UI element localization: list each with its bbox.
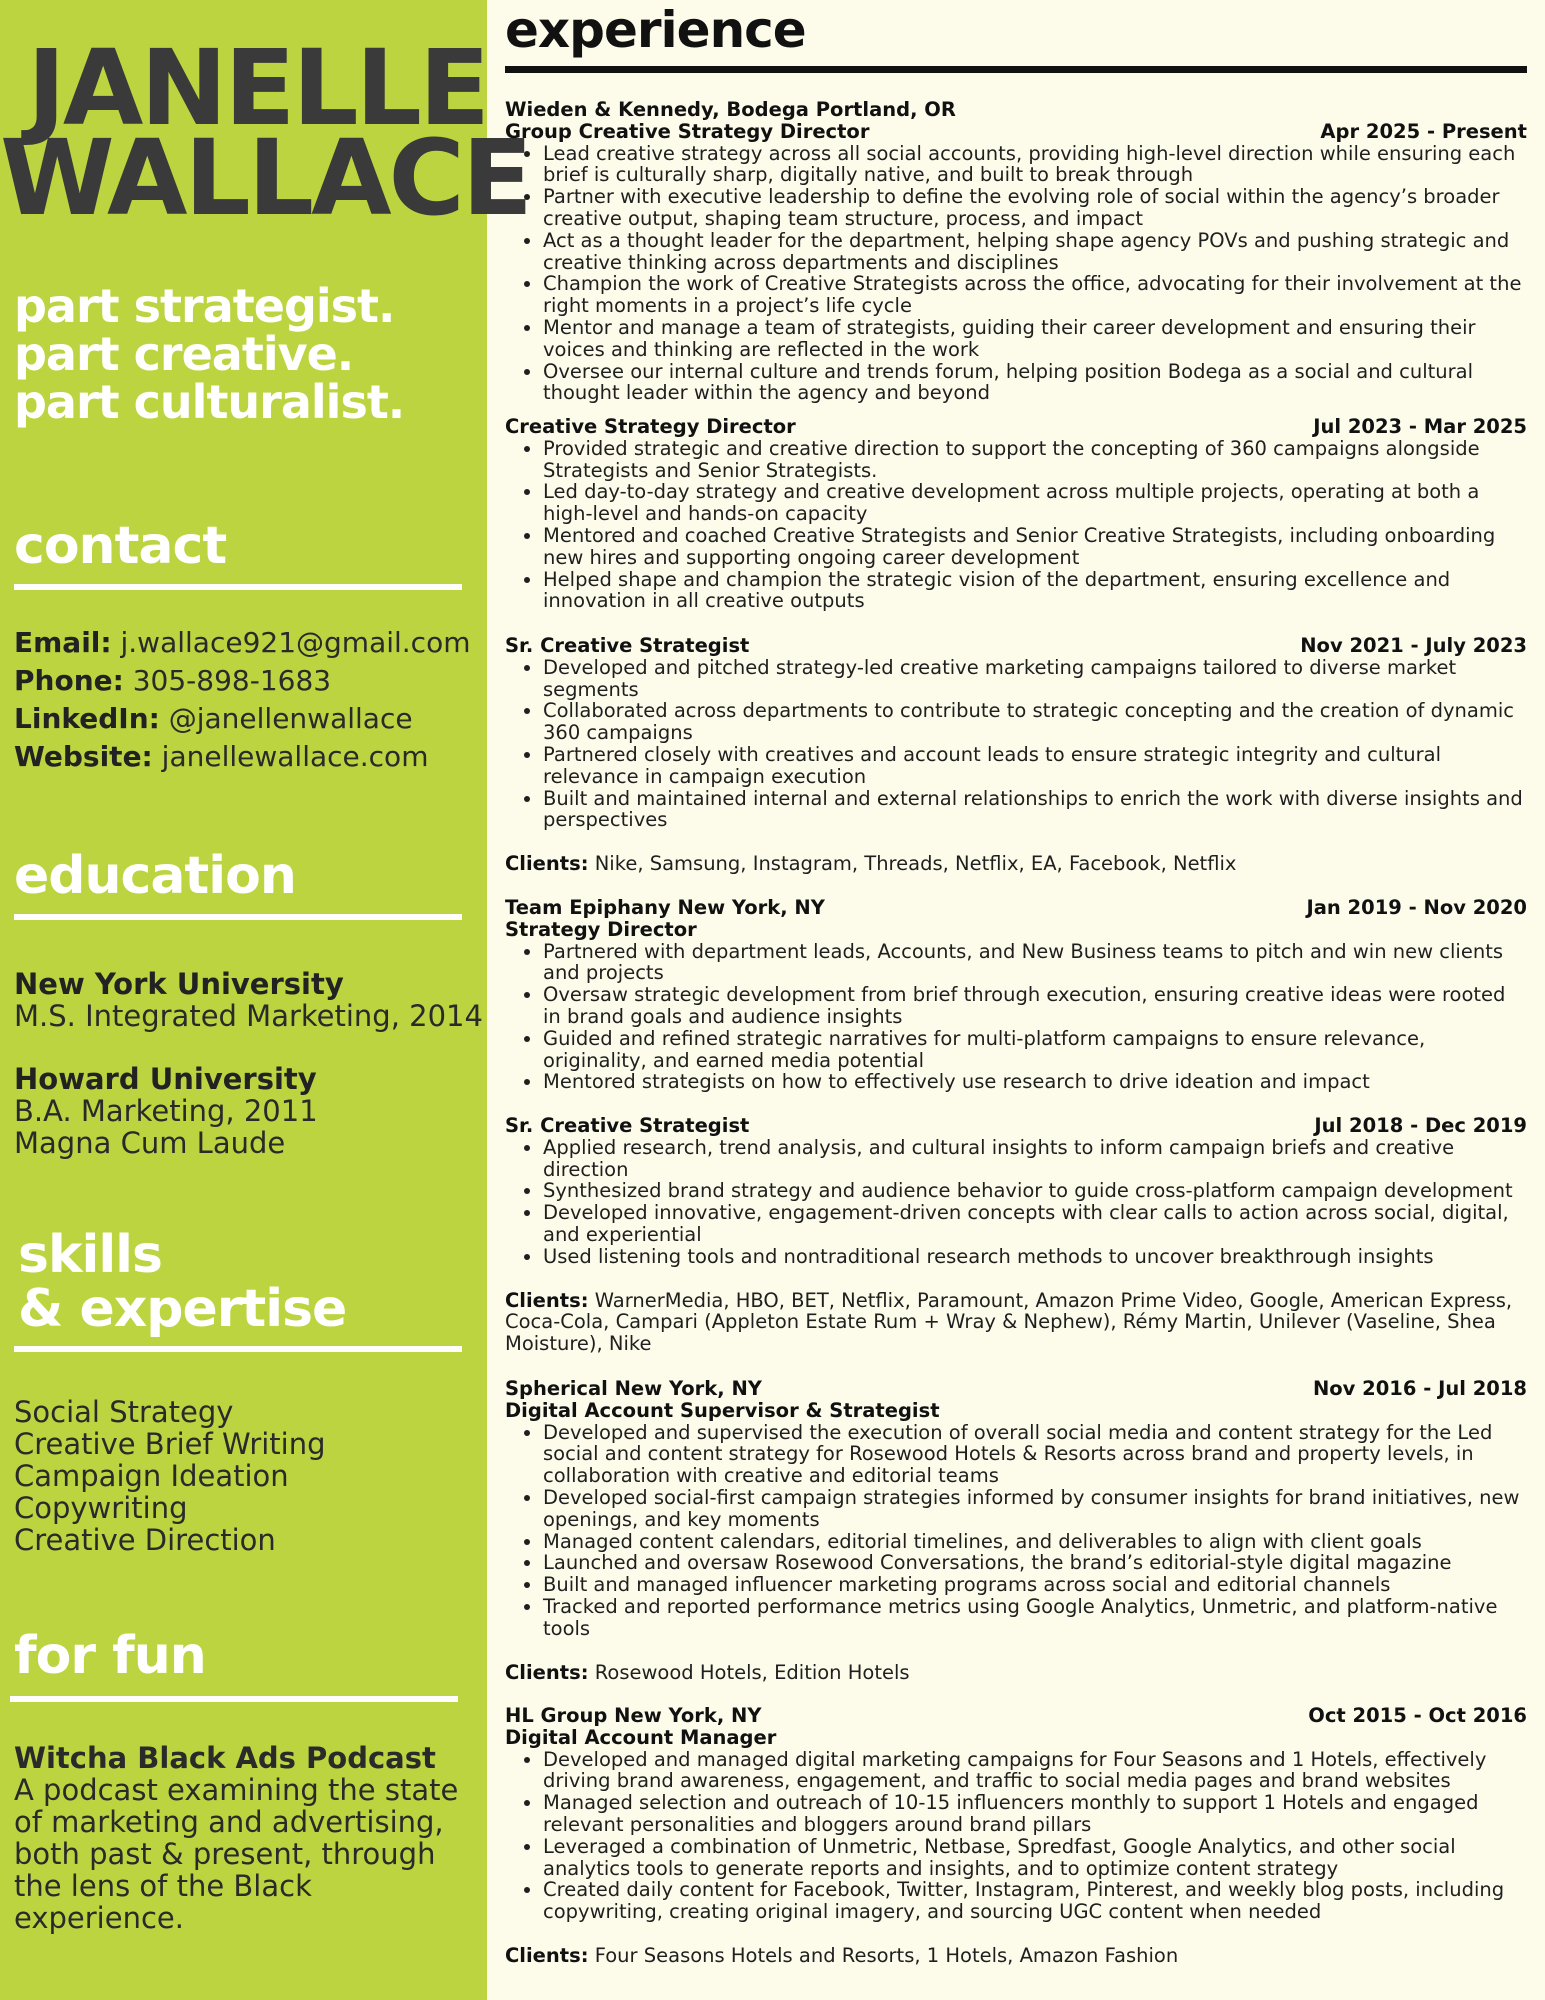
skill-item: Creative Direction — [14, 1523, 276, 1557]
job-dates: Jul 2023 - Mar 2025 — [1313, 415, 1527, 438]
experience-heading: experience — [505, 1, 806, 59]
company: HL Group New York, NY — [505, 1704, 762, 1727]
contact-list — [14, 624, 471, 776]
job-hl-group — [505, 1705, 1527, 1967]
job-bullet: • Tracked and reported performance metrics using Google Analytics, Unmetric, and platform-native tools — [543, 1596, 1527, 1640]
education-nyu — [14, 968, 483, 1032]
skills-heading: skills & expertise — [18, 1225, 347, 1339]
job-dates: Jul 2018 - Dec 2019 — [1314, 1114, 1527, 1137]
job-role: Digital Account Supervisor & Strategist — [505, 1398, 940, 1422]
clients-line: Clients: WarnerMedia, HBO, BET, Netflix, Paramount, Amazon Prime Video, Google, American Express, Coca-Cola, Campari (Appleton Estate Rum + Wray & Nephew), Rémy Martin, Unilever (Vaseline, Shea Moisture), Nike — [505, 1288, 1513, 1356]
job-dates: Nov 2021 - July 2023 — [1300, 634, 1527, 657]
job-dates: Nov 2016 - Jul 2018 — [1312, 1377, 1527, 1400]
fun-heading: for fun — [14, 1626, 206, 1686]
tagline-line: part creative. — [14, 327, 354, 381]
skill-item: Creative Brief Writing — [14, 1427, 326, 1461]
job-bullet: • Mentored strategists on how to effectively use research to drive ideation and impact — [543, 1071, 1527, 1093]
job-bullet: • Developed innovative, engagement-driven concepts with clear calls to action across social, digital, and experiential — [543, 1202, 1527, 1246]
skill-item: Social Strategy — [14, 1395, 234, 1429]
contact-email: Email: j.wallace921@gmail.com — [14, 626, 471, 659]
job-bullet: • Provided strategic and creative direction to support the concepting of 360 campaigns alongside Strategists and Senior Strategists. — [543, 438, 1527, 482]
job-bullet: • Developed and supervised the execution of overall social media and content strategy for the Led social and content strategy for Rosewood Hotels & Resorts across brand and property levels, in collaboration with creative and editorial teams — [543, 1422, 1527, 1487]
education-howard — [14, 1063, 318, 1159]
job-bullet: • Created daily content for Facebook, Twitter, Instagram, Pinterest, and weekly blog posts, including copywriting, creating original imagery, and sourcing UGC content when needed — [543, 1879, 1527, 1923]
job-wieden-csd — [505, 416, 1527, 612]
skill-item: Copywriting — [14, 1491, 188, 1525]
job-dates: Jan 2019 - Nov 2020 — [1306, 896, 1527, 919]
school-name: New York University — [14, 967, 344, 1001]
company: Wieden & Kennedy, Bodega Portland, OR — [505, 98, 956, 121]
job-bullet: • Mentor and manage a team of strategists, guiding their career development and ensuring their voices and thinking are reflected in the work — [543, 317, 1527, 361]
email-link[interactable]: j.wallace921@gmail.com — [120, 626, 471, 659]
contact-phone: Phone: 305-898-1683 — [14, 664, 332, 697]
education-divider — [14, 914, 462, 920]
name-last: WALLACE — [0, 117, 530, 239]
job-bullet: • Guided and refined strategic narratives for multi-platform campaigns to ensure relevance, originality, and earned media potential — [543, 1028, 1527, 1072]
job-bullet: • Partner with executive leadership to define the evolving role of social within the agency’s broader creative output, shaping team structure, process, and impact — [543, 186, 1527, 230]
company: Spherical New York, NY — [505, 1377, 762, 1400]
contact-website: Website: janellewallace.com — [14, 740, 429, 773]
job-role: Strategy Director — [505, 917, 697, 941]
tagline-line: part culturalist. — [14, 375, 405, 429]
skills-list — [14, 1396, 326, 1556]
podcast-title: Witcha Black Ads Podcast — [14, 1741, 436, 1775]
tagline — [14, 279, 405, 429]
job-bullet: • Built and managed influencer marketing programs across social and editorial channels — [543, 1574, 1527, 1596]
phone-link[interactable]: 305-898-1683 — [132, 664, 332, 697]
clients-line: Clients: Rosewood Hotels, Edition Hotels — [505, 1660, 910, 1684]
job-bullet: • Built and maintained internal and external relationships to enrich the work with diverse insights and perspectives — [543, 788, 1527, 832]
contact-divider — [14, 584, 462, 590]
main-content — [505, 0, 1527, 2000]
job-bullet: • Managed content calendars, editorial timelines, and deliverables to align with client goals — [543, 1531, 1527, 1553]
fun-section — [14, 1742, 474, 1934]
job-spherical — [505, 1378, 1527, 1683]
job-bullet: • Collaborated across departments to contribute to strategic concepting and the creation of dynamic 360 campaigns — [543, 700, 1527, 744]
job-bullet: • Developed and pitched strategy-led creative marketing campaigns tailored to diverse market segments — [543, 657, 1527, 701]
job-bullet: • Partnered with department leads, Accounts, and New Business teams to pitch and win new clients and projects — [543, 941, 1527, 985]
degree: M.S. Integrated Marketing, 2014 — [14, 999, 483, 1033]
education-heading: education — [14, 846, 296, 906]
linkedin-link[interactable]: @janellenwallace — [168, 702, 413, 735]
job-bullet: • Developed and managed digital marketing campaigns for Four Seasons and 1 Hotels, effectively driving brand awareness, engagement, and traffic to social media pages and brand websites — [543, 1749, 1527, 1793]
degree: B.A. Marketing, 2011 — [14, 1094, 318, 1128]
contact-heading: contact — [14, 516, 227, 576]
job-bullet: • Managed selection and outreach of 10-15 influencers monthly to support 1 Hotels and engaged relevant personalities and bloggers around brand pillars — [543, 1792, 1527, 1836]
company: Team Epiphany New York, NY — [505, 896, 825, 919]
job-dates: Oct 2015 - Oct 2016 — [1308, 1704, 1527, 1727]
job-bullet: • Leveraged a combination of Unmetric, Netbase, Spredfast, Google Analytics, and other social analytics tools to generate reports and insights, and to optimize content strategy — [543, 1836, 1527, 1880]
job-bullet: • Synthesized brand strategy and audience behavior to guide cross-platform campaign development — [543, 1180, 1527, 1202]
job-team-epiphany-scs — [505, 1115, 1527, 1355]
job-bullet: • Champion the work of Creative Strategists across the office, advocating for their involvement at the right moments in a project’s life cycle — [543, 273, 1527, 317]
job-team-epiphany-sd — [505, 897, 1527, 1093]
experience-divider — [505, 66, 1527, 73]
fun-divider — [10, 1696, 458, 1702]
skills-divider — [14, 1346, 462, 1352]
job-role: Group Creative Strategy Director — [505, 119, 870, 143]
job-bullet: • Oversaw strategic development from brief through execution, ensuring creative ideas were rooted in brand goals and audience insights — [543, 984, 1527, 1028]
job-wieden-scs — [505, 635, 1527, 875]
job-role: Sr. Creative Strategist — [505, 634, 750, 657]
website-link[interactable]: janellewallace.com — [161, 740, 429, 773]
podcast-description: A podcast examining the state of marketing and advertising, both past & present, through the lens of the Black experience. — [14, 1773, 459, 1935]
clients-line: Clients: Four Seasons Hotels and Resorts, 1 Hotels, Amazon Fashion — [505, 1943, 1179, 1967]
job-role: Creative Strategy Director — [505, 415, 796, 438]
job-bullet: • Used listening tools and nontraditional research methods to uncover breakthrough insights — [543, 1246, 1527, 1268]
name-first: JANELLE — [27, 27, 487, 149]
job-bullet: • Led day-to-day strategy and creative development across multiple projects, operating at both a high-level and hands-on capacity — [543, 481, 1527, 525]
clients-line: Clients: Nike, Samsung, Instagram, Threads, Netflix, EA, Facebook, Netflix — [505, 852, 1237, 876]
job-bullet: • Developed social-first campaign strategies informed by consumer insights for brand initiatives, new openings, and key moments — [543, 1487, 1527, 1531]
tagline-line: part strategist. — [14, 279, 395, 333]
job-role: Digital Account Manager — [505, 1725, 777, 1749]
job-role: Sr. Creative Strategist — [505, 1114, 750, 1137]
job-bullet: • Lead creative strategy across all social accounts, providing high-level direction while ensuring each brief is culturally sharp, digitally native, and built to break through — [543, 143, 1527, 187]
job-bullet: • Applied research, trend analysis, and cultural insights to inform campaign briefs and creative direction — [543, 1137, 1527, 1181]
job-wieden-gcsd — [505, 99, 1527, 404]
job-bullet: • Helped shape and champion the strategic vision of the department, ensuring excellence and innovation in all creative outputs — [543, 569, 1527, 613]
job-bullet: • Launched and oversaw Rosewood Conversations, the brand’s editorial-style digital magazine — [543, 1552, 1527, 1574]
job-bullet: • Act as a thought leader for the department, helping shape agency POVs and pushing strategic and creative thinking across departments and disciplines — [543, 230, 1527, 274]
school-name: Howard University — [14, 1062, 317, 1096]
sidebar — [0, 0, 530, 2000]
job-dates: Apr 2025 - Present — [1320, 119, 1527, 143]
job-bullet: • Oversee our internal culture and trends forum, helping position Bodega as a social and cultural thought leader within the agency and beyond — [543, 361, 1527, 405]
job-bullet: • Partnered closely with creatives and account leads to ensure strategic integrity and cultural relevance in campaign execution — [543, 744, 1527, 788]
job-bullet: • Mentored and coached Creative Strategists and Senior Creative Strategists, including onboarding new hires and supporting ongoing career development — [543, 525, 1527, 569]
skill-item: Campaign Ideation — [14, 1459, 289, 1493]
contact-linkedin: LinkedIn: @janellenwallace — [14, 702, 413, 735]
honors: Magna Cum Laude — [14, 1126, 286, 1160]
